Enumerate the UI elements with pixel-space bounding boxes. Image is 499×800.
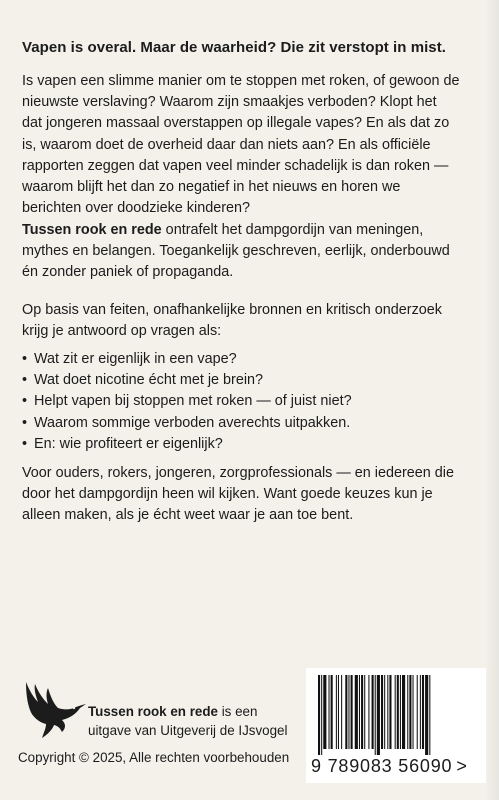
about-line: mythes en belangen. Toegankelijk geschreven, eerlijk, onderbouwd (22, 243, 450, 260)
barcode-bar (417, 675, 418, 749)
barcode-bar (377, 675, 380, 755)
barcode-bar (402, 675, 405, 749)
facts-line: Op basis van feiten, onafhankelijke bronnen en kritisch onderzoek (22, 302, 442, 318)
intro-line: is, waarom doet de overheid daar dan niets aan? En als officiële (22, 136, 431, 153)
bullet: • (22, 393, 28, 410)
barcode-bar (329, 675, 330, 749)
barcode-bar (409, 675, 411, 749)
headline: Vapen is overal. Maar de waarheid? Die zit verstopt in mist. (22, 39, 446, 56)
list-item: • Wat zit er eigenlijk in een vape? (22, 349, 352, 370)
bullet: • (22, 372, 28, 389)
barcode-bar (338, 675, 339, 749)
barcode-bar (422, 675, 424, 749)
imprint-book-title: Tussen rook en rede (88, 704, 218, 719)
intro-line: dat jongeren massaal overstappen op illegale vapes? En als dat zo (22, 115, 450, 132)
barcode-bar (331, 675, 333, 749)
facts-line: krijg je antwoord op vragen als: (22, 323, 222, 340)
intro-line: nieuwste verslaving? Waarom zijn smaakjes verboden? Klopt het (22, 94, 437, 111)
barcode-number: 9 789083 56090 > (311, 756, 468, 776)
barcode-bar (355, 675, 358, 749)
barcode-bar (341, 675, 342, 749)
barcode-bar (387, 675, 388, 749)
closing-line: Voor ouders, rokers, jongeren, zorgprofessionals — en iedereen die (22, 465, 454, 481)
barcode-bars (318, 675, 480, 755)
barcode-bar (381, 675, 383, 749)
spine-shadow (485, 0, 499, 800)
intro-line: Is vapen een slimme manier om te stoppen met roken, of gewoon de (22, 73, 460, 89)
barcode-bar (429, 675, 430, 755)
kingfisher-bird-icon (22, 680, 88, 742)
barcode-bar (364, 675, 365, 749)
closing-paragraph (22, 463, 477, 527)
barcode-bar (384, 675, 385, 749)
about-line: én zonder paniek of propaganda. (22, 264, 234, 281)
about-paragraph (22, 220, 477, 284)
barcode-bar (397, 675, 399, 749)
barcode-bar (351, 675, 353, 749)
copyright-notice: Copyright © 2025, Alle rechten voorbehouden (18, 750, 290, 765)
about-line: ontrafelt het dampgordijn van meningen, (161, 222, 424, 238)
intro-line: waarom blijft het dan zo negatief in het nieuws en horen we (22, 179, 401, 196)
barcode-bar (336, 675, 337, 749)
barcode-bar (318, 675, 320, 755)
question-list (22, 349, 352, 455)
barcode-bar (368, 675, 369, 749)
bullet: • (22, 435, 28, 452)
list-item: • Wat doet nicotine écht met je brein? (22, 370, 352, 391)
facts-paragraph (22, 300, 477, 342)
list-item: • Waarom sommige verboden averechts uitpakken. (22, 413, 352, 434)
intro-line: berichten over doodzieke kinderen? (22, 200, 251, 217)
closing-line: door het dampgordijn heen wil kijken. Want goede keuzes kun je (22, 486, 433, 503)
bullet: • (22, 351, 28, 367)
intro-line: rapporten zeggen dat vapen veel minder schadelijk is dan roken — (22, 157, 449, 174)
barcode-bar (323, 675, 326, 749)
barcode-bar (375, 675, 376, 755)
imprint-text: Tussen rook en rede is een uitgave van Uitgeverij de IJsvogel (88, 704, 288, 738)
barcode-bar (389, 675, 391, 749)
barcode-bar (372, 675, 374, 749)
isbn-barcode (306, 668, 486, 783)
barcode-bar (407, 675, 408, 749)
barcode-bar (345, 675, 347, 749)
bullet: • (22, 414, 28, 431)
barcode-bar (413, 675, 414, 749)
barcode-bar (359, 675, 360, 749)
barcode-bar (425, 675, 428, 755)
list-item: • Helpt vapen bij stoppen met roken — of juist niet? (22, 391, 352, 412)
barcode-bar (348, 675, 349, 749)
list-item: • En: wie profiteert er eigenlijk? (22, 434, 352, 455)
barcode-bar (420, 675, 421, 749)
book-title: Tussen rook en rede (22, 222, 162, 238)
closing-line: alleen maken, als je écht weet waar je aan toe bent. (22, 507, 354, 524)
barcode-bar (361, 675, 363, 749)
intro-paragraph (22, 71, 477, 219)
barcode-bar (321, 675, 322, 755)
barcode-bar (400, 675, 401, 749)
barcode-bar (395, 675, 396, 749)
